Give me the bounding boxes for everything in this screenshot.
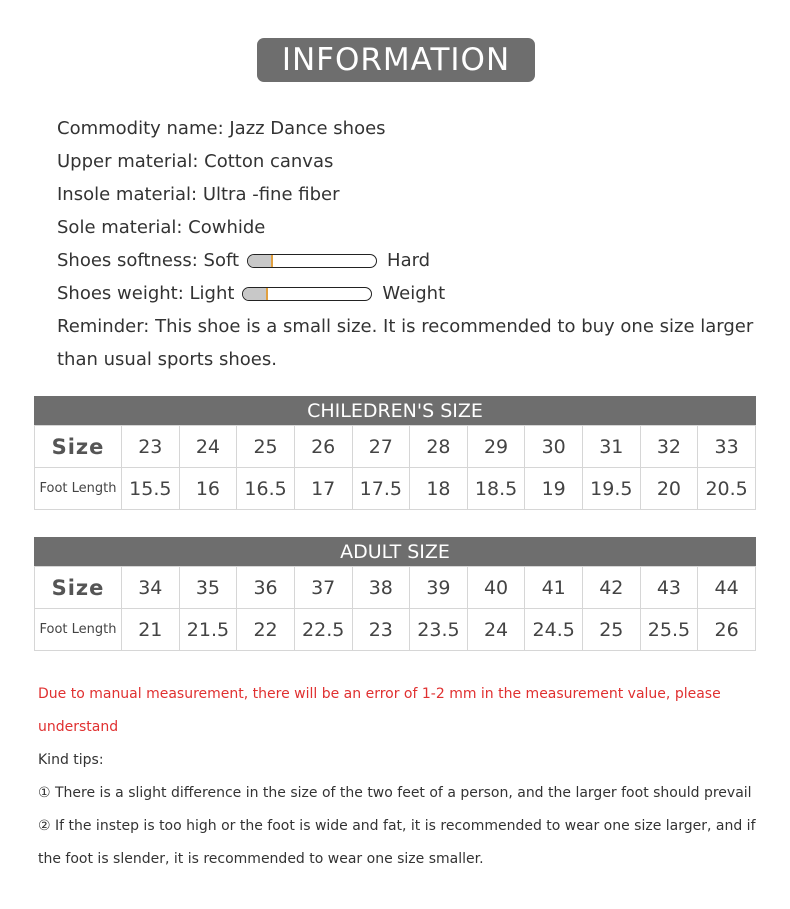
size-cell: 38 [352, 567, 410, 609]
adult-length-row [35, 609, 756, 651]
size-cell: 33 [698, 426, 756, 468]
commodity-name: Commodity name: Jazz Dance shoes [57, 118, 386, 139]
softness-marker [271, 255, 273, 267]
notes-section [38, 678, 768, 876]
children-size-table [34, 425, 756, 510]
foot-length-row-label: Foot Length [35, 468, 122, 510]
children-length-row [35, 468, 756, 510]
children-size-row [35, 426, 756, 468]
upper-material: Upper material: Cotton canvas [57, 151, 334, 172]
length-cell: 19 [525, 468, 583, 510]
length-cell: 18 [410, 468, 468, 510]
length-cell: 17.5 [352, 468, 410, 510]
length-cell: 18.5 [467, 468, 525, 510]
tip-2: ② If the instep is too high or the foot is wide and fat, it is recommended to wear one size larger, and if the foot is slender, it is recommended to wear one size smaller. [38, 818, 756, 867]
size-cell: 44 [698, 567, 756, 609]
size-row-label: Size [35, 567, 122, 609]
adult-size-row [35, 567, 756, 609]
length-cell: 25 [583, 609, 641, 651]
weight-scale [242, 287, 372, 301]
size-cell: 43 [640, 567, 698, 609]
weight-fill [243, 288, 266, 300]
length-cell: 21 [122, 609, 180, 651]
sole-material: Sole material: Cowhide [57, 217, 266, 238]
length-cell: 17 [294, 468, 352, 510]
size-cell: 42 [583, 567, 641, 609]
size-cell: 30 [525, 426, 583, 468]
adult-size-table [34, 566, 756, 651]
softness-row [57, 244, 757, 277]
size-row-label: Size [35, 426, 122, 468]
length-cell: 21.5 [179, 609, 237, 651]
size-cell: 34 [122, 567, 180, 609]
length-cell: 16.5 [237, 468, 295, 510]
length-cell: 16 [179, 468, 237, 510]
adult-size-chart [34, 537, 756, 651]
length-cell: 22 [237, 609, 295, 651]
size-cell: 23 [122, 426, 180, 468]
insole-material: Insole material: Ultra -fine fiber [57, 184, 340, 205]
weight-marker [266, 288, 268, 300]
softness-end-label: Hard [387, 250, 431, 271]
length-cell: 20.5 [698, 468, 756, 510]
length-cell: 20 [640, 468, 698, 510]
size-cell: 32 [640, 426, 698, 468]
size-cell: 36 [237, 567, 295, 609]
length-cell: 24.5 [525, 609, 583, 651]
size-cell: 41 [525, 567, 583, 609]
length-cell: 22.5 [294, 609, 352, 651]
softness-label: Shoes softness: Soft [57, 250, 240, 271]
weight-label: Shoes weight: Light [57, 283, 235, 304]
size-cell: 35 [179, 567, 237, 609]
adult-size-title: ADULT SIZE [34, 537, 756, 566]
length-cell: 24 [467, 609, 525, 651]
reminder-text: Reminder: This shoe is a small size. It is recommended to buy one size larger than usual sports shoes. [57, 316, 754, 370]
size-cell: 37 [294, 567, 352, 609]
length-cell: 25.5 [640, 609, 698, 651]
size-cell: 39 [410, 567, 468, 609]
softness-scale [247, 254, 377, 268]
kind-tips-title: Kind tips: [38, 752, 104, 768]
weight-row [57, 277, 757, 310]
length-cell: 23.5 [410, 609, 468, 651]
size-cell: 27 [352, 426, 410, 468]
size-cell: 25 [237, 426, 295, 468]
tip-1: ① There is a slight difference in the size of the two feet of a person, and the larger foot should prevail [38, 785, 752, 801]
measurement-warning: Due to manual measurement, there will be an error of 1-2 mm in the measurement value, please understand [38, 686, 721, 735]
product-info [57, 112, 757, 376]
size-cell: 26 [294, 426, 352, 468]
size-cell: 28 [410, 426, 468, 468]
children-size-chart [34, 396, 756, 510]
foot-length-row-label: Foot Length [35, 609, 122, 651]
length-cell: 26 [698, 609, 756, 651]
size-cell: 29 [467, 426, 525, 468]
size-cell: 24 [179, 426, 237, 468]
length-cell: 19.5 [583, 468, 641, 510]
length-cell: 15.5 [122, 468, 180, 510]
size-cell: 40 [467, 567, 525, 609]
weight-end-label: Weight [382, 283, 446, 304]
information-badge: INFORMATION [257, 38, 535, 82]
length-cell: 23 [352, 609, 410, 651]
softness-fill [248, 255, 271, 267]
size-cell: 31 [583, 426, 641, 468]
children-size-title: CHILEDREN'S SIZE [34, 396, 756, 425]
